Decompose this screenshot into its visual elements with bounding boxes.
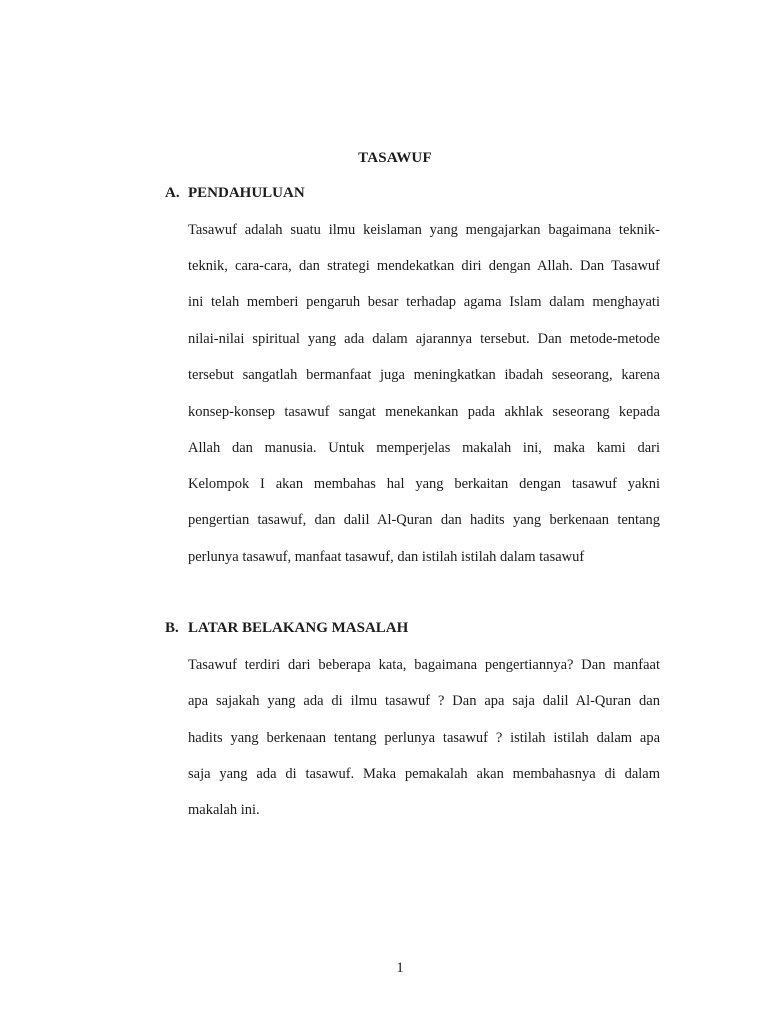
paragraph-line: Allah dan manusia. Untuk memperjelas makalah ini, maka kami dari	[188, 440, 660, 456]
paragraph-line: Kelompok I akan membahas hal yang berkaitan dengan tasawuf yakni	[188, 476, 660, 492]
section-heading-pendahuluan	[165, 185, 305, 202]
section-title: LATAR BELAKANG MASALAH	[188, 620, 409, 636]
paragraph-line: hadits yang berkenaan tentang perlunya tasawuf ? istilah istilah dalam apa	[188, 730, 660, 746]
paragraph-line: ini telah memberi pengaruh besar terhadap agama Islam dalam menghayati	[188, 294, 660, 310]
section-title: PENDAHULUAN	[188, 185, 305, 201]
section-number: B.	[165, 620, 179, 636]
paragraph-line: saja yang ada di tasawuf. Maka pemakalah akan membahasnya di dalam	[188, 766, 660, 782]
paragraph-line: Tasawuf adalah suatu ilmu keislaman yang mengajarkan bagaimana teknik-	[188, 222, 660, 238]
section-heading-latar-belakang	[165, 620, 408, 637]
paragraph-line: teknik, cara-cara, dan strategi mendekatkan diri dengan Allah. Dan Tasawuf	[188, 258, 660, 274]
document-title: TASAWUF	[358, 150, 432, 166]
paragraph-line: Tasawuf terdiri dari beberapa kata, bagaimana pengertiannya? Dan manfaat	[188, 657, 660, 673]
page-number: 1	[396, 960, 404, 976]
paragraph-line: apa sajakah yang ada di ilmu tasawuf ? Dan apa saja dalil Al-Quran dan	[188, 693, 660, 709]
paragraph-line: konsep-konsep tasawuf sangat menekankan pada akhlak seseorang kepada	[188, 404, 660, 420]
paragraph-line: nilai-nilai spiritual yang ada dalam ajarannya tersebut. Dan metode-metode	[188, 331, 660, 347]
paragraph-line: tersebut sangatlah bermanfaat juga meningkatkan ibadah seseorang, karena	[188, 367, 660, 383]
section-number: A.	[165, 185, 180, 201]
paragraph-line: pengertian tasawuf, dan dalil Al-Quran dan hadits yang berkenaan tentang	[188, 512, 660, 528]
paragraph-line: makalah ini.	[188, 802, 260, 818]
paragraph-line: perlunya tasawuf, manfaat tasawuf, dan istilah istilah dalam tasawuf	[188, 549, 585, 565]
